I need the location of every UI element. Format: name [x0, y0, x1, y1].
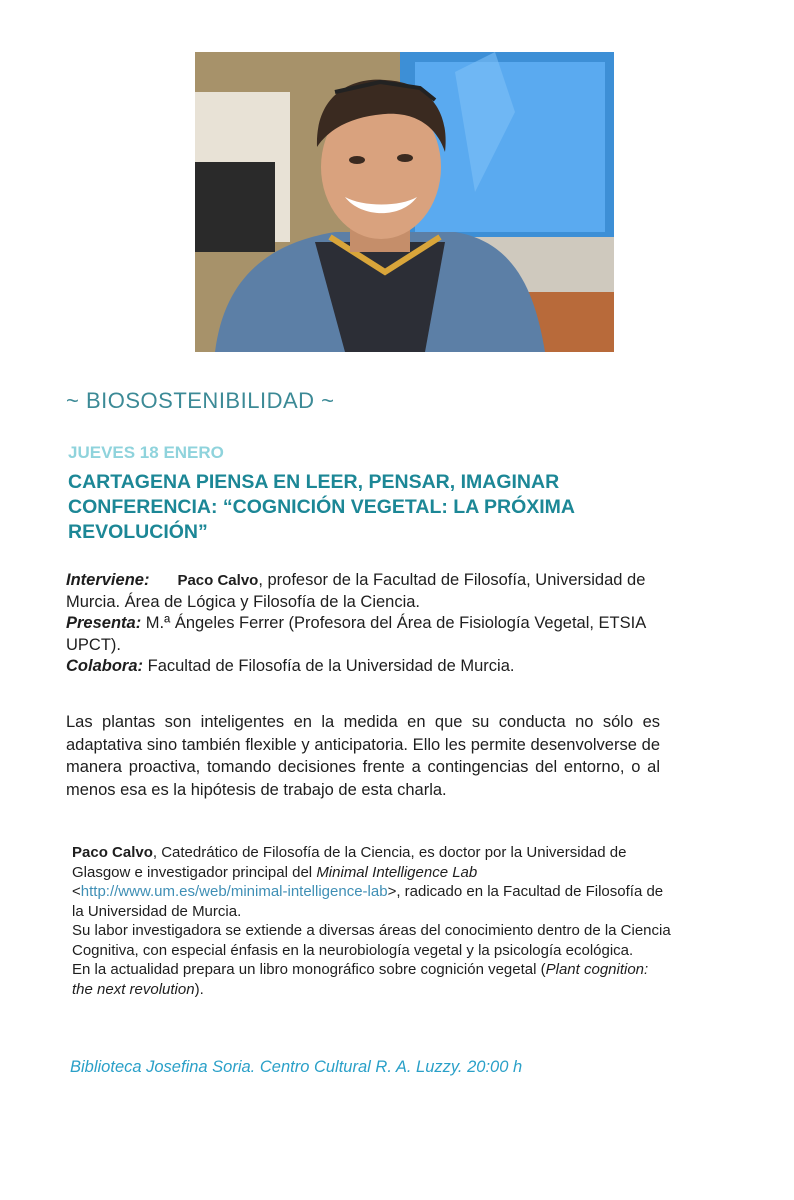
- event-credits: [66, 570, 666, 678]
- section-tag: ~ BIOSOSTENIBILIDAD ~: [66, 388, 335, 413]
- presenta-text: M.ª Ángeles Ferrer (Profesora del Área de Fisiología Vegetal, ETSIA UPCT).: [66, 614, 646, 654]
- interviene-name: Paco Calvo: [177, 572, 259, 589]
- lab-name: Minimal Intelligence Lab: [316, 863, 478, 881]
- presenta-label: Presenta:: [66, 614, 142, 632]
- bio-paragraph-2: Su labor investigadora se extiende a diversas áreas del conocimiento dentro de la Ciencia Cognitiva, con especial énfasis en la neurobiología vegetal y la psicología ecológica.: [72, 922, 671, 959]
- event-abstract: Las plantas son inteligentes en la medida en que su conducta no sólo es adaptativa sino también flexible y anticipatoria. Ello les permite desenvolverse de manera proactiva, tomando decisiones frente a contingencias del entorno, o al menos esa es la hipótesis de trabajo de esta charla.: [66, 713, 660, 799]
- event-title: CARTAGENA PIENSA EN LEER, PENSAR, IMAGINAR CONFERENCIA: “COGNICIÓN VEGETAL: LA PRÓXIMA REVOLUCIÓN”: [68, 471, 575, 543]
- event-date: JUEVES 18 ENERO: [68, 443, 224, 462]
- book-title: Plant cognition: the next revolution: [72, 961, 649, 998]
- presenta-line: [66, 613, 666, 656]
- colabora-label: Colabora:: [66, 657, 144, 675]
- bio-text-e: ).: [194, 980, 204, 998]
- bio-name: Paco Calvo: [72, 844, 153, 861]
- speaker-photo: [195, 52, 614, 352]
- interviene-label: Interviene:: [66, 571, 150, 589]
- bio-text-a: , Catedrático de Filosofía de la Ciencia, es doctor por la Universidad de Glasgow e investigador principal del: [72, 844, 627, 881]
- bio-text-c: >, radicado en la Facultad de Filosofía de la Universidad de Murcia.: [72, 883, 664, 920]
- colabora-text: Facultad de Filosofía de la Universidad de Murcia.: [147, 657, 515, 675]
- lab-url-link[interactable]: http://www.um.es/web/minimal-intelligence-lab: [80, 883, 388, 900]
- interviene-text: , profesor de la Facultad de Filosofía, Universidad de Murcia. Área de Lógica y Filosofía de la Ciencia.: [66, 571, 646, 611]
- event-venue: Biblioteca Josefina Soria. Centro Cultural R. A. Luzzy. 20:00 h: [70, 1058, 523, 1076]
- interviene-line: [66, 570, 666, 613]
- bio-text-d: En la actualidad prepara un libro monográfico sobre cognición vegetal (: [72, 961, 546, 978]
- bio-paragraph-1: [72, 843, 672, 921]
- speaker-bio: [72, 843, 672, 999]
- bio-text-b: <: [72, 883, 81, 900]
- colabora-line: [66, 656, 666, 678]
- bio-paragraph-3: [72, 960, 672, 999]
